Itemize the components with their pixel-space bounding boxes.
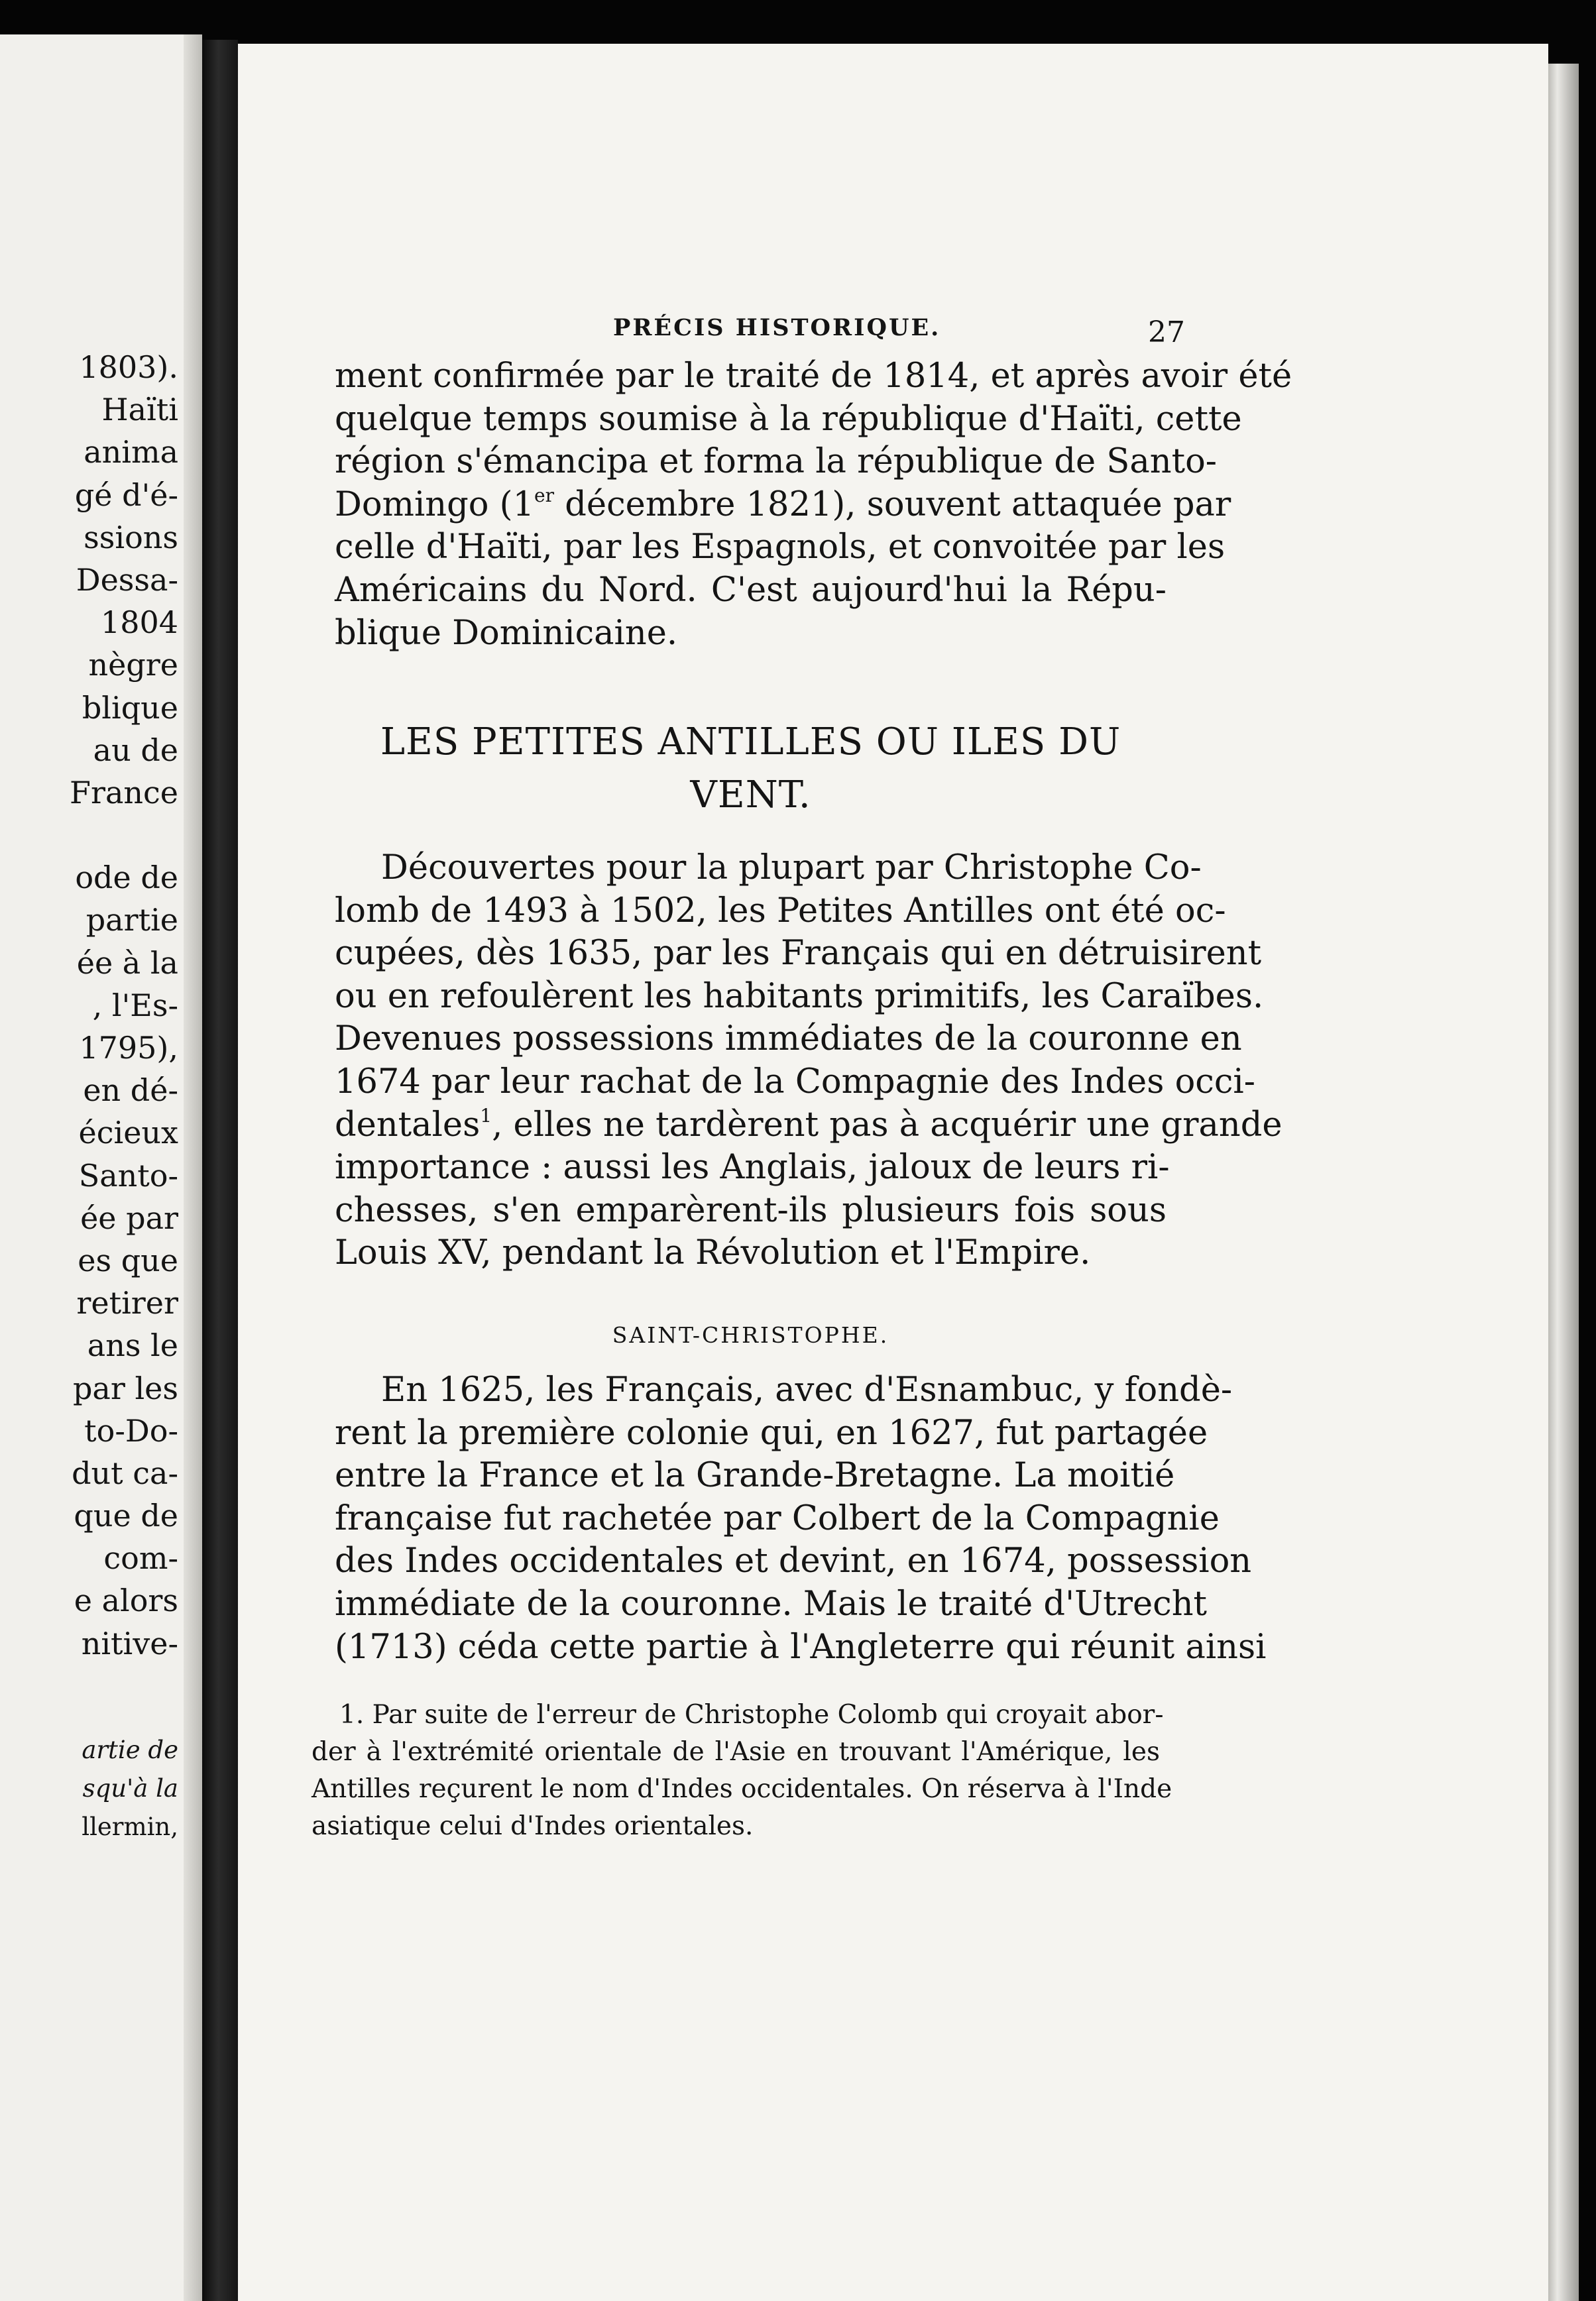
section-title-line: LES PETITES ANTILLES OU ILES DU [380, 720, 1121, 763]
left-line: Santo- [78, 1157, 178, 1194]
text-line: importance : aussi les Anglais, jaloux de leurs ri- [335, 1148, 1170, 1188]
left-line: par les [72, 1370, 178, 1406]
left-line: que de [74, 1498, 178, 1534]
text-line: Américains du Nord. C'est aujourd'hui la Répu- [335, 570, 1167, 610]
left-page-gutter [184, 34, 202, 2301]
text-line: quelque temps soumise à la république d'Haïti, cette [335, 399, 1242, 439]
text-line: (1713) céda cette partie à l'Angleterre qui réunit ainsi [335, 1627, 1267, 1667]
left-line [70, 814, 178, 856]
left-line: 1804 [100, 604, 178, 641]
text-line: blique Dominicaine. [335, 613, 678, 653]
text-fragment: décembre 1821), souvent attaquée par [554, 484, 1231, 524]
text-line: rent la première colonie qui, en 1627, fut partagée [335, 1413, 1208, 1453]
left-page [0, 34, 202, 2301]
left-line: dut ca- [72, 1455, 178, 1491]
text-line: cupées, dès 1635, par les Français qui en détruisirent [335, 934, 1262, 974]
left-line: , l'Es- [92, 987, 178, 1023]
footnote-line: der à l'extrémité orientale de l'Asie en trouvant l'Amérique, les [312, 1737, 1160, 1767]
left-line: 1795), [79, 1030, 178, 1066]
section-title-line: VENT. [690, 773, 811, 816]
footnote-line: Antilles reçurent le nom d'Indes occidentales. On réserva à l'Inde [312, 1774, 1172, 1804]
left-line: nègre [88, 647, 178, 683]
left-line: blique [82, 689, 178, 726]
left-line: ssions [84, 519, 178, 555]
text-line: lomb de 1493 à 1502, les Petites Antilles ont été oc- [335, 891, 1226, 930]
left-line: écieux [78, 1115, 178, 1151]
left-line: anima [84, 434, 178, 471]
left-page-footnote [82, 1731, 178, 1846]
paragraph-1 [335, 355, 1292, 655]
text-line [335, 484, 1231, 527]
left-note-line: squ'à la [82, 1774, 178, 1803]
left-line: gé d'é- [74, 477, 178, 513]
text-line: En 1625, les Français, avec d'Esnambuc, y fondè- [381, 1371, 1233, 1410]
left-line: to-Do- [84, 1412, 178, 1449]
left-line: ode de [75, 860, 178, 896]
text-line: Devenues possessions immédiates de la couronne en [335, 1019, 1242, 1059]
text-line: celle d'Haïti, par les Espagnols, et convoitée par les [335, 528, 1226, 567]
left-line: en dé- [83, 1072, 178, 1109]
footnote-line: asiatique celui d'Indes orientales. [312, 1811, 754, 1841]
footnote-line: 1. Par suite de l'erreur de Christophe Colomb qui croyait abor- [339, 1700, 1164, 1730]
text-line [335, 1104, 1282, 1147]
left-line: Dessa- [76, 561, 178, 598]
text-line: chesses, s'en emparèrent-ils plusieurs fois sous [335, 1190, 1167, 1230]
book-spine [202, 40, 238, 2301]
text-line: française fut rachetée par Colbert de la Compagnie [335, 1498, 1220, 1538]
subheading: SAINT-CHRISTOPHE. [612, 1322, 889, 1348]
left-line: es que [78, 1242, 178, 1278]
left-note-line: llermin, [82, 1813, 178, 1841]
left-line: 1803). [79, 349, 178, 385]
page-number: 27 [1148, 315, 1185, 349]
section-title [335, 716, 1167, 822]
text-line: 1674 par leur rachat de la Compagnie des Indes occi- [335, 1062, 1255, 1101]
text-fragment: , elles ne tardèrent pas à acquérir une grande [492, 1105, 1282, 1145]
left-line: partie [86, 902, 178, 938]
text-line: immédiate de la couronne. Mais le traité d'Utrecht [335, 1584, 1208, 1624]
left-line: ans le [87, 1327, 178, 1364]
left-line: ée à la [76, 944, 178, 981]
superscript: er [534, 484, 555, 506]
footnote [312, 1697, 1172, 1845]
left-line: ée par [80, 1200, 178, 1236]
left-line: e alors [74, 1583, 178, 1619]
text-line: entre la France et la Grande-Bretagne. La moitié [335, 1456, 1175, 1496]
text-line: ment confirmée par le traité de 1814, et après avoir été [335, 357, 1292, 396]
running-head: PRÉCIS HISTORIQUE. [613, 314, 941, 341]
left-line: au de [93, 732, 178, 768]
paragraph-2 [335, 847, 1282, 1275]
text-line: Découvertes pour la plupart par Christophe Co- [381, 848, 1202, 887]
text-line: ou en refoulèrent les habitants primitifs, les Caraïbes. [335, 976, 1264, 1016]
left-note-line: artie de [82, 1736, 178, 1764]
left-line: com- [103, 1540, 178, 1577]
left-line: France [70, 774, 178, 811]
left-line: Haïti [101, 392, 178, 428]
text-line: région s'émancipa et forma la république de Santo- [335, 442, 1218, 482]
page-edge [1548, 64, 1579, 2301]
left-line: retirer [76, 1285, 178, 1321]
text-line: Louis XV, pendant la Révolution et l'Empire. [335, 1233, 1091, 1273]
text-fragment: Domingo (1 [335, 484, 535, 524]
text-line: des Indes occidentales et devint, en 1674, possession [335, 1542, 1252, 1581]
text-fragment: dentales [335, 1105, 481, 1145]
footnote-mark[interactable]: 1 [480, 1104, 492, 1127]
paragraph-3 [335, 1369, 1267, 1669]
left-line: nitive- [81, 1625, 178, 1661]
left-page-text [70, 346, 178, 1665]
